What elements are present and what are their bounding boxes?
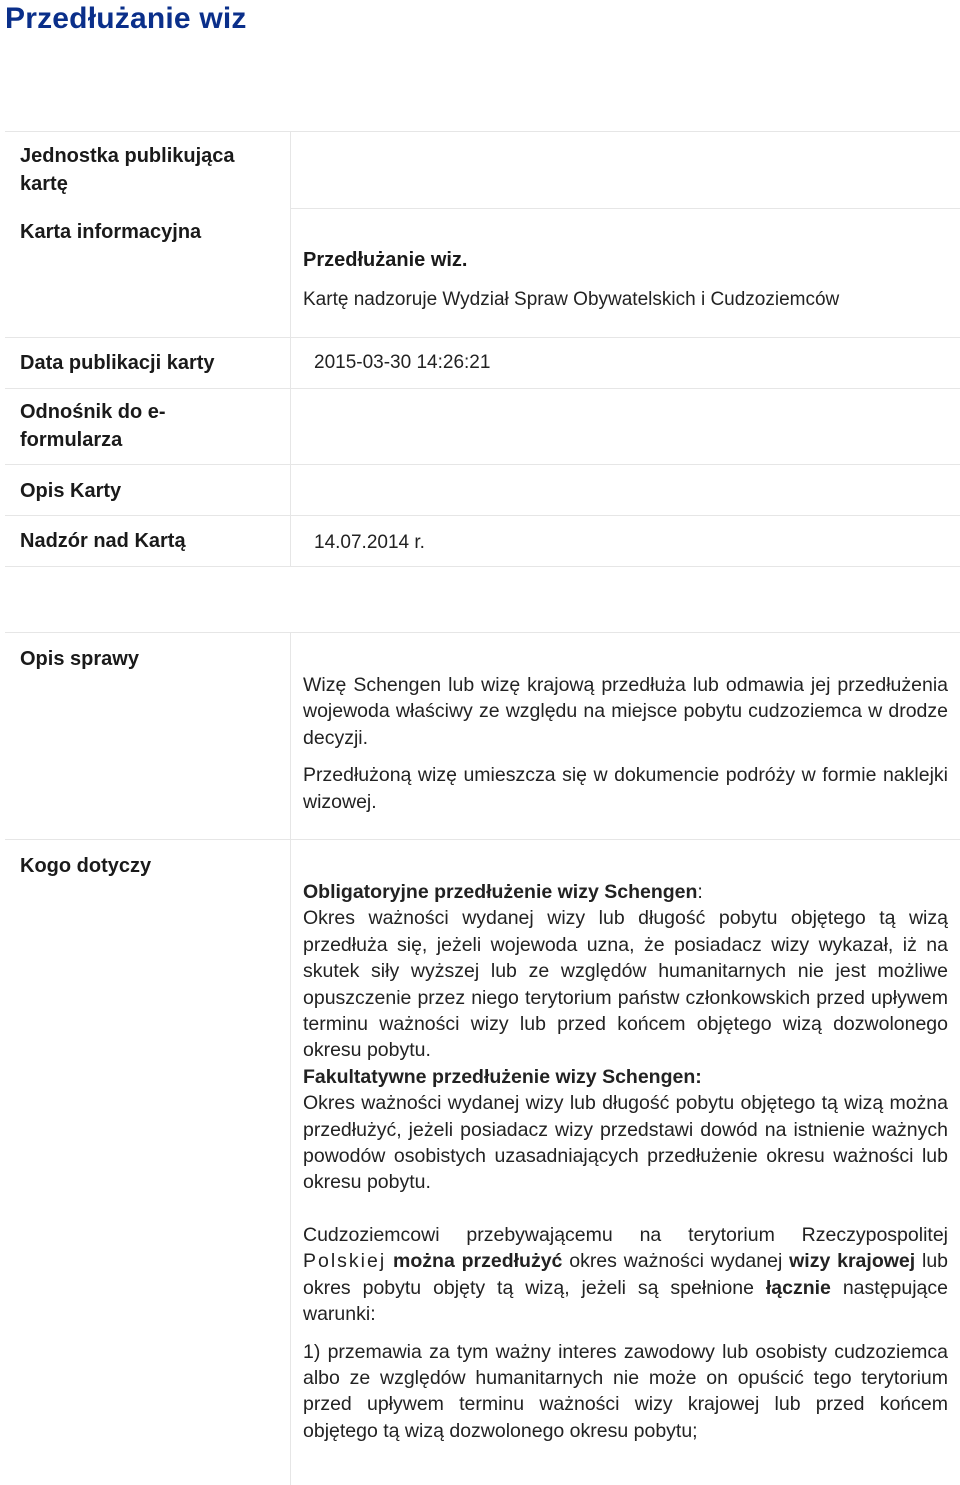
publication-date-value: 2015-03-30 14:26:21	[314, 352, 491, 373]
obligatory-text: Okres ważności wydanej wizy lub długość pobytu objętego tą wizą przedłuża się, jeżeli wojewoda uzna, że posiadacz wizy wykazał, iż na skutek siły wyższej lub ze względów humanitarnych nie jest możliwe opuszczenie przez niego terytorium państw członkowskich przed upływem terminu ważności wizy lub przed końcem objętego wizą dozwolonego okresu pobytu.	[303, 907, 948, 1062]
row-divider	[5, 337, 960, 338]
condition-1: 1) przemawia za tym ważny interes zawodowy lub osobisty cudzoziemca albo ze względów humanitarnych nie może on opuścić tego terytorium przed upływem terminu ważności wizy krajowej lub przed końcem objętego tą wizą dozwolonego okresu pobytu;	[303, 1340, 948, 1442]
row-divider	[290, 208, 960, 209]
info-card-title: Przedłużanie wiz.	[303, 249, 468, 271]
column-divider	[290, 632, 291, 1485]
row-divider	[5, 515, 960, 516]
card-supervision-label: Nadzór nad Kartą	[20, 530, 186, 552]
obligatory-heading: Obligatoryjne przedłużenie wizy Schengen	[303, 881, 698, 903]
row-divider	[5, 388, 960, 389]
row-divider	[5, 839, 960, 840]
optional-text: Okres ważności wydanej wizy lub długość pobytu objętego tą wizą można przedłużyć, jeżeli posiadacz wizy przedstawi dowód na istnienie ważnych powodów osobistych uzasadniających przedłużenie okresu ważności lub okresu pobytu.	[303, 1092, 948, 1194]
publication-date-label: Data publikacji karty	[20, 352, 215, 374]
row-divider	[5, 131, 960, 132]
case-description-label: Opis sprawy	[20, 648, 139, 670]
case-description	[303, 672, 948, 815]
publishing-unit-label: Jednostka publikująca kartę	[20, 145, 235, 195]
obligatory-extension: Obligatoryjne przedłużenie wizy Schengen:	[303, 881, 703, 903]
eform-link-label: Odnośnik do e-formularza	[20, 401, 166, 451]
row-divider	[5, 464, 960, 465]
page-title: Przedłużanie wiz	[5, 2, 247, 35]
who-description	[303, 879, 948, 1444]
column-divider	[290, 131, 291, 566]
card-supervision-value: 14.07.2014 r.	[314, 532, 425, 553]
row-divider	[5, 566, 960, 567]
case-paragraph-1: Wizę Schengen lub wizę krajową przedłuża lub odmawia jej przedłużenia wojewoda właściwy ze względu na miejsce pobytu cudzoziemca w drodze decyzji.	[303, 674, 948, 749]
row-divider	[5, 632, 960, 633]
card-description-label: Opis Karty	[20, 480, 122, 502]
case-paragraph-2: Przedłużoną wizę umieszcza się w dokumencie podróży w formie naklejki wizowej.	[303, 764, 948, 813]
info-card-label: Karta informacyjna	[20, 221, 202, 243]
national-visa-paragraph: Cudzoziemcowi przebywającemu na terytorium Rzeczypospolitej Polskiej można przedłużyć okres ważności wydanej wizy krajowej lub okres pobytu objęty tą wizą, jeżeli są spełnione łącznie następujące warunki:	[303, 1223, 949, 1326]
who-label: Kogo dotyczy	[20, 855, 152, 877]
optional-heading: Fakultatywne przedłużenie wizy Schengen:	[303, 1065, 702, 1088]
supervisor-line: Kartę nadzoruje Wydział Spraw Obywatelskich i Cudzoziemców	[303, 289, 840, 310]
